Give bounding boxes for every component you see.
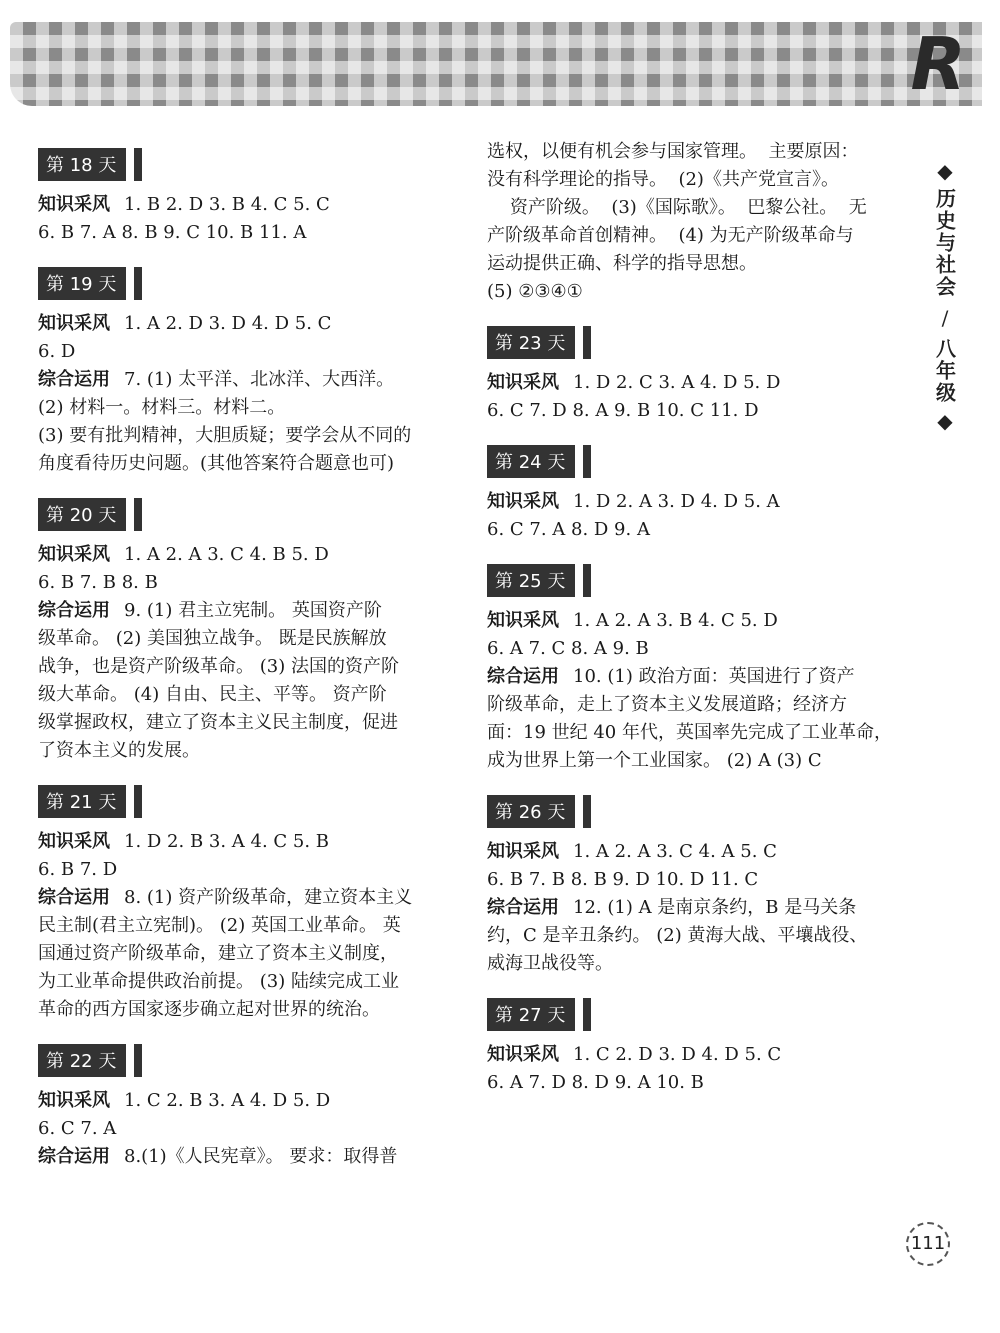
answer-text: 1. C 2. D 3. D 4. D 5. C <box>573 1044 782 1065</box>
answer-line <box>487 397 907 425</box>
answer-line <box>38 219 456 247</box>
answer-line: 产阶级革命首创精神。 (4) 为无产阶级革命与 <box>487 225 854 246</box>
answer-text: 9. (1) 君主立宪制。 英国资产阶 <box>124 600 382 621</box>
day-heading: 第 27 天 <box>487 998 583 1031</box>
answer-text: 约，C 是辛丑条约。 (2) 黄海大战、平壤战役、 <box>487 925 868 946</box>
answer-line <box>487 691 907 719</box>
answer-line <box>38 366 456 394</box>
answer-line <box>487 1069 907 1097</box>
section-label: 知识采风 <box>487 841 559 862</box>
answer-line <box>487 838 907 866</box>
day-heading: 第 22 天 <box>38 1044 134 1077</box>
answer-text: 革命的西方国家逐步确立起对世界的统治。 <box>38 999 380 1020</box>
day-heading: 第 23 天 <box>487 326 583 359</box>
section-label: 综合运用 <box>38 600 110 621</box>
answer-text: 战争，也是资产阶级革命。 (3) 法国的资产阶 <box>38 656 399 677</box>
day-section <box>487 439 907 544</box>
answer-text: 1. A 2. D 3. D 4. D 5. C <box>124 313 332 334</box>
answer-line: 资产阶级。 (3)《国际歌》。 巴黎公社。 无 <box>487 197 867 218</box>
answer-line <box>38 1115 456 1143</box>
section-label: 知识采风 <box>38 313 110 334</box>
section-label: 综合运用 <box>487 666 559 687</box>
answer-line <box>487 866 907 894</box>
answer-line <box>38 681 456 709</box>
subject-label: 历史与社会 <box>932 188 957 298</box>
day-section <box>38 142 456 247</box>
answer-line <box>38 625 456 653</box>
answer-line <box>38 310 456 338</box>
day-section <box>487 789 907 978</box>
day-section <box>38 779 456 1024</box>
day-heading: 第 24 天 <box>487 445 583 478</box>
answer-text: 1. B 2. D 3. B 4. C 5. C <box>124 194 330 215</box>
day-section <box>38 1038 456 1171</box>
section-label: 知识采风 <box>38 544 110 565</box>
header-banner <box>10 22 982 106</box>
section-label: 综合运用 <box>38 1146 110 1167</box>
answer-line: 运动提供正确、科学的指导思想。 <box>487 253 757 274</box>
answer-line <box>38 191 456 219</box>
answer-line <box>38 597 456 625</box>
answer-line <box>487 922 907 950</box>
answer-text: 1. C 2. B 3. A 4. D 5. D <box>124 1090 331 1111</box>
answer-line <box>38 996 456 1024</box>
answer-text: 1. D 2. A 3. D 4. D 5. A <box>573 491 780 512</box>
answer-line <box>487 719 907 747</box>
day-heading: 第 21 天 <box>38 785 134 818</box>
answer-text: 6. C 7. D 8. A 9. B 10. C 11. D <box>487 400 759 421</box>
answer-text: 8. (1) 资产阶级革命，建立资本主义 <box>124 887 413 908</box>
day-heading: 第 20 天 <box>38 498 134 531</box>
answer-text: (2) 材料一。材料三。材料二。 <box>38 397 286 418</box>
answer-line <box>38 737 456 765</box>
answer-line <box>487 488 907 516</box>
grade-label: 八年级 <box>932 338 957 404</box>
answer-text: 角度看待历史问题。(其他答案符合题意也可) <box>38 453 395 474</box>
day-heading: 第 26 天 <box>487 795 583 828</box>
answer-text: 级大革命。 (4) 自由、民主、平等。 资产阶 <box>38 684 387 705</box>
answer-text: 6. C 7. A 8. D 9. A <box>487 519 650 540</box>
section-label: 知识采风 <box>38 194 110 215</box>
answer-text: 为工业革命提供政治前提。 (3) 陆续完成工业 <box>38 971 399 992</box>
answer-line <box>38 653 456 681</box>
answer-text: 威海卫战役等。 <box>487 953 613 974</box>
answer-line <box>487 516 907 544</box>
answer-line <box>487 950 907 978</box>
section-label: 知识采风 <box>38 1090 110 1111</box>
answer-line: (5) ②③④① <box>487 281 583 302</box>
answer-text: 6. B 7. A 8. B 9. C 10. B 11. A <box>38 222 307 243</box>
answer-text: 级掌握政权，建立了资本主义民主制度，促进 <box>38 712 398 733</box>
day-section <box>487 558 907 775</box>
answer-line <box>38 912 456 940</box>
answer-line <box>38 450 456 478</box>
answer-text: 民主制(君主立宪制)。 (2) 英国工业革命。 英 <box>38 915 401 936</box>
left-column <box>38 142 456 1171</box>
answer-line <box>38 1143 456 1171</box>
answer-line <box>487 894 907 922</box>
continued-answer <box>487 138 907 320</box>
section-label: 综合运用 <box>38 369 110 390</box>
answer-line <box>38 968 456 996</box>
answer-text: 了资本主义的发展。 <box>38 740 200 761</box>
answer-text: 6. B 7. D <box>38 859 118 880</box>
answer-text: 1. D 2. C 3. A 4. D 5. D <box>573 372 781 393</box>
answer-line <box>38 569 456 597</box>
day-heading: 第 19 天 <box>38 267 134 300</box>
answer-line <box>38 884 456 912</box>
section-label: 知识采风 <box>487 1044 559 1065</box>
answer-line: 没有科学理论的指导。 (2)《共产党宣言》。 <box>487 169 839 190</box>
answer-line <box>487 369 907 397</box>
side-separator: / <box>941 306 949 330</box>
answer-text: 6. A 7. D 8. D 9. A 10. B <box>487 1072 704 1093</box>
answer-line: 选权，以便有机会参与国家管理。 主要原因： <box>487 141 859 162</box>
answer-line <box>487 607 907 635</box>
day-heading: 第 18 天 <box>38 148 134 181</box>
day-section <box>38 492 456 765</box>
day-section <box>487 320 907 425</box>
section-label: 知识采风 <box>487 372 559 393</box>
answer-line <box>38 394 456 422</box>
answer-line <box>38 1087 456 1115</box>
answer-text: 6. C 7. A <box>38 1118 117 1139</box>
answer-line <box>487 663 907 691</box>
answer-text: 阶级革命，走上了资本主义发展道路；经济方 <box>487 694 847 715</box>
side-label <box>928 160 962 432</box>
page-number: 111 <box>906 1222 950 1266</box>
answer-text: 1. A 2. A 3. B 4. C 5. D <box>573 610 778 631</box>
answer-line <box>38 338 456 366</box>
answer-line <box>38 422 456 450</box>
answer-line <box>38 709 456 737</box>
answer-line <box>38 828 456 856</box>
answer-line <box>38 541 456 569</box>
day-section <box>38 261 456 478</box>
banner-letter: R <box>910 22 966 106</box>
answer-text: 国通过资产阶级革命，建立了资本主义制度， <box>38 943 398 964</box>
right-column <box>487 138 907 1097</box>
diamond-icon: ◆ <box>937 409 953 433</box>
answer-text: 6. D <box>38 341 76 362</box>
answer-text: 成为世界上第一个工业国家。 (2) A (3) C <box>487 750 822 771</box>
answer-text: 8.(1)《人民宪章》。 要求：取得普 <box>124 1146 398 1167</box>
day-section <box>487 992 907 1097</box>
section-label: 综合运用 <box>38 887 110 908</box>
answer-line <box>487 747 907 775</box>
section-label: 综合运用 <box>487 897 559 918</box>
answer-text: 10. (1) 政治方面：英国进行了资产 <box>573 666 855 687</box>
answer-text: 级革命。 (2) 美国独立战争。 既是民族解放 <box>38 628 387 649</box>
section-label: 知识采风 <box>38 831 110 852</box>
answer-line <box>487 635 907 663</box>
answer-line <box>487 1041 907 1069</box>
answer-text: 1. D 2. B 3. A 4. C 5. B <box>124 831 330 852</box>
section-label: 知识采风 <box>487 610 559 631</box>
answer-text: 6. A 7. C 8. A 9. B <box>487 638 649 659</box>
answer-line <box>38 856 456 884</box>
answer-text: 6. B 7. B 8. B <box>38 572 158 593</box>
diamond-icon: ◆ <box>937 159 953 183</box>
answer-text: 1. A 2. A 3. C 4. B 5. D <box>124 544 329 565</box>
section-label: 知识采风 <box>487 491 559 512</box>
answer-text: 7. (1) 太平洋、北冰洋、大西洋。 <box>124 369 395 390</box>
answer-text: 1. A 2. A 3. C 4. A 5. C <box>573 841 777 862</box>
day-heading: 第 25 天 <box>487 564 583 597</box>
answer-text: 面：19 世纪 40 年代，英国率先完成了工业革命， <box>487 722 892 743</box>
answer-text: (3) 要有批判精神，大胆质疑；要学会从不同的 <box>38 425 412 446</box>
answer-text: 6. B 7. B 8. B 9. D 10. D 11. C <box>487 869 759 890</box>
answer-line <box>38 940 456 968</box>
answer-text: 12. (1) A 是南京条约，B 是马关条 <box>573 897 857 918</box>
